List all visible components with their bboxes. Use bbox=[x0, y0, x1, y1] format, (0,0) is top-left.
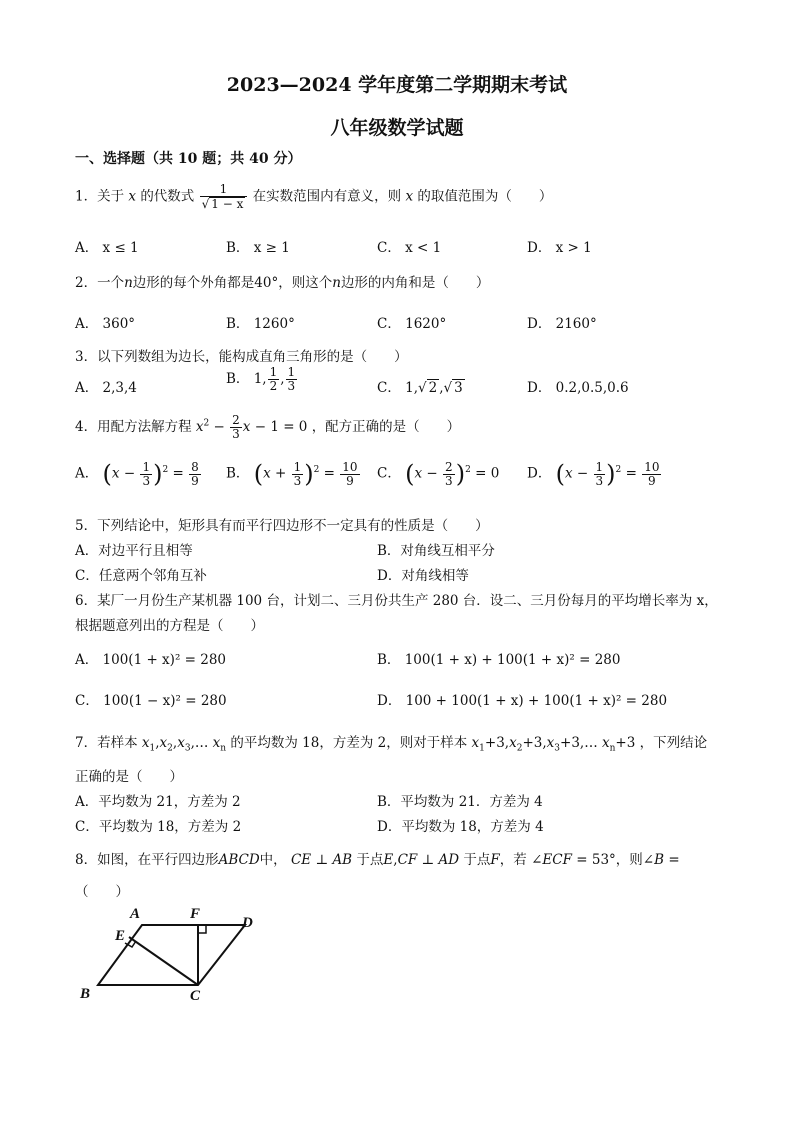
q4-text-a: 4．用配方法解方程 bbox=[75, 419, 192, 435]
q8-abcd: ABCD bbox=[218, 852, 260, 868]
q2-text-b: 边形的每个外角都是40°，则这个 bbox=[132, 275, 333, 291]
q4-option-b-label: B． bbox=[226, 465, 250, 482]
question-8-line-1: 8．如图，在平行四边形ABCD中， CE ⊥ AB 于点E,CF ⊥ AD 于点F，若 ∠ECF = 53°，则∠B = bbox=[75, 852, 680, 868]
q2-text-a: 2．一个 bbox=[75, 275, 125, 291]
question-6-line-2: 根据题意列出的方程是（ ） bbox=[75, 618, 264, 634]
q2-option-b[interactable]: B． 1260° bbox=[226, 316, 295, 332]
q3-option-a[interactable]: A． 2,3,4 bbox=[75, 380, 137, 396]
q6-option-d[interactable]: D． 100 + 100(1 + x) + 100(1 + x)² = 280 bbox=[377, 693, 668, 709]
question-4: 4．用配方法解方程 $x^2$ − $\frac{2}{3}$ x − 1 = 0 ，配方正确的是（ ） bbox=[75, 413, 461, 441]
q2-option-a[interactable]: A． 360° bbox=[75, 316, 136, 332]
label-b: B bbox=[80, 986, 91, 1002]
label-a: A bbox=[130, 906, 141, 922]
label-c: C bbox=[190, 988, 201, 1004]
q6-option-c[interactable]: C． 100(1 − x)² = 280 bbox=[75, 693, 227, 709]
q1-option-a[interactable]: A． x ≤ 1 bbox=[75, 240, 139, 256]
q5-option-c[interactable]: C．任意两个邻角互补 bbox=[75, 568, 207, 584]
label-e: E bbox=[115, 928, 126, 944]
question-1 bbox=[75, 183, 552, 211]
q7-text-b: 的平均数为 18，方差为 2，则对于样本 bbox=[230, 735, 468, 751]
q4-option-d[interactable]: D． (x − $\frac{1}{3}$ )$^2$ = $\frac{10}{9}$ bbox=[527, 459, 660, 488]
q8-text-d: ，则 bbox=[615, 852, 643, 868]
q7-option-c[interactable]: C．平均数为 18，方差为 2 bbox=[75, 819, 242, 835]
q8-text-a: 8．如图，在平行四边形 bbox=[75, 852, 219, 868]
section-heading: 一、选择题（共 10 题；共 40 分） bbox=[75, 151, 302, 167]
q4-text-b: ，配方正确的是（ ） bbox=[311, 419, 461, 435]
question-3: 3．以下列数组为边长，能构成直角三角形的是（ ） bbox=[75, 349, 408, 365]
q4-option-b[interactable]: B． (x + $\frac{1}{3}$ )$^2$ = $\frac{10}{9}$ bbox=[226, 459, 358, 488]
q3-option-c[interactable]: C． 1,√ 2 ,√ 3 bbox=[377, 380, 463, 396]
q4-option-a[interactable]: A． (x − $\frac{1}{3}$ )$^2$ = $\frac{8}{9}$ bbox=[75, 459, 199, 488]
label-d: D bbox=[242, 915, 253, 931]
q1-option-b[interactable]: B． x ≥ 1 bbox=[226, 240, 290, 256]
q7-option-d[interactable]: D．平均数为 18，方差为 4 bbox=[377, 819, 544, 835]
q7-option-b[interactable]: B．平均数为 21．方差为 4 bbox=[377, 794, 543, 810]
q1-fraction bbox=[200, 183, 248, 211]
q2-text-c: 边形的内角和是（ ） bbox=[340, 275, 490, 291]
q2-var-2: n bbox=[332, 275, 341, 291]
q5-option-b[interactable]: B．对角线互相平分 bbox=[377, 543, 495, 559]
q4-option-d-label: D． bbox=[527, 465, 552, 482]
q5-option-d[interactable]: D．对角线相等 bbox=[377, 568, 469, 584]
q1-text-b: 的代数式 bbox=[140, 188, 195, 205]
parallelogram-figure bbox=[70, 900, 270, 1010]
q1-frac-num: 1 bbox=[200, 183, 248, 197]
q1-option-c[interactable]: C． x < 1 bbox=[377, 240, 442, 256]
q1-var-2: x bbox=[405, 188, 414, 205]
q3-option-b[interactable]: B． 1, $\frac{1}{2}$ , $\frac{1}{3}$ bbox=[226, 365, 296, 393]
q2-var: n bbox=[124, 275, 133, 291]
q6-option-b[interactable]: B． 100(1 + x) + 100(1 + x)² = 280 bbox=[377, 652, 621, 668]
q1-text-a: 1．关于 bbox=[75, 188, 125, 205]
q6-option-a[interactable]: A． 100(1 + x)² = 280 bbox=[75, 652, 227, 668]
q1-text-c: 在实数范围内有意义，则 bbox=[252, 188, 402, 205]
question-2 bbox=[75, 271, 489, 291]
q8-text-c: ，若 bbox=[499, 852, 527, 868]
q3-option-c-label: C． bbox=[377, 380, 401, 396]
q3-option-b-label: B． bbox=[226, 371, 250, 387]
question-7-line-1: 7．若样本 $x_1,x_2,x_3,\dots$ $x_n$ 的平均数为 18，方差为 2，则对于样本 $x_1+3,x_2+3,x_3+3,\dots$ $x_n+3$ ，下列结论 bbox=[75, 735, 708, 754]
q1-text-d: 的取值范围为（ ） bbox=[417, 188, 553, 205]
question-7-line-2: 正确的是（ ） bbox=[75, 769, 183, 785]
label-f: F bbox=[190, 906, 201, 922]
q7-text-c: ，下列结论 bbox=[639, 735, 708, 751]
exam-title: 2023—2024 学年度第二学期期末考试 bbox=[226, 74, 568, 96]
q4-option-c-label: C． bbox=[377, 465, 401, 482]
q4-option-c[interactable]: C． (x − $\frac{2}{3}$ )$^2$ = 0 bbox=[377, 459, 500, 488]
q1-frac-den: √ 1 − x bbox=[201, 197, 244, 211]
segment-ce bbox=[129, 937, 198, 985]
q1-option-d[interactable]: D． x > 1 bbox=[527, 240, 592, 256]
q5-option-a[interactable]: A．对边平行且相等 bbox=[75, 543, 193, 559]
q1-var: x bbox=[128, 188, 137, 205]
q8-text-b: 中， bbox=[259, 852, 287, 868]
question-5: 5．下列结论中，矩形具有而平行四边形不一定具有的性质是（ ） bbox=[75, 518, 489, 534]
q2-option-d[interactable]: D． 2160° bbox=[527, 316, 597, 332]
q2-option-c[interactable]: C． 1620° bbox=[377, 316, 447, 332]
q7-text-a: 7．若样本 bbox=[75, 735, 138, 751]
question-8-line-2: （ ） bbox=[75, 884, 129, 900]
exam-subtitle: 八年级数学试题 bbox=[330, 117, 464, 139]
q3-option-d[interactable]: D． 0.2,0.5,0.6 bbox=[527, 380, 629, 396]
question-6-line-1: 6．某厂一月份生产某机器 100 台，计划二、三月份共生产 280 台．设二、三月份每月的平均增长率为 x， bbox=[75, 593, 718, 609]
q1-sqrt-content: 1 − x bbox=[211, 197, 244, 211]
right-angle-f bbox=[198, 925, 206, 933]
q4-option-a-label: A． bbox=[75, 465, 99, 482]
q7-option-a[interactable]: A．平均数为 21，方差为 2 bbox=[75, 794, 241, 810]
